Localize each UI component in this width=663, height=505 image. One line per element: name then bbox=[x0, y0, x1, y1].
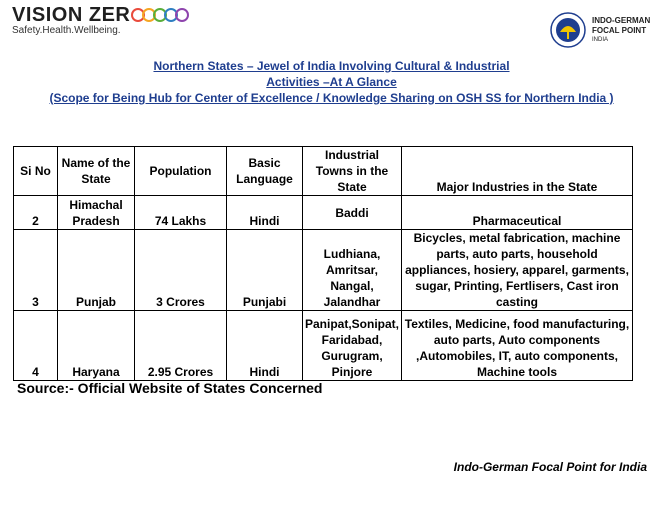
page-heading bbox=[0, 58, 663, 106]
header-language: Basic Language bbox=[227, 147, 303, 196]
table-row bbox=[14, 230, 633, 311]
vision-zero-logo bbox=[12, 4, 189, 36]
states-table bbox=[13, 146, 633, 381]
cell-towns: Ludhiana, Amritsar, Nangal, Jalandhar bbox=[303, 230, 402, 311]
cell-population: 3 Crores bbox=[135, 230, 227, 311]
header-state: Name of the State bbox=[58, 147, 135, 196]
cell-state: Himachal Pradesh bbox=[58, 196, 135, 230]
cell-language: Punjabi bbox=[227, 230, 303, 311]
vision-zero-rings-icon bbox=[131, 8, 189, 22]
cell-sno: 2 bbox=[14, 196, 58, 230]
heading-line2: Activities –At A Glance bbox=[266, 75, 397, 89]
focal-point-line1: INDO-GERMAN bbox=[592, 16, 651, 25]
header-population: Population bbox=[135, 147, 227, 196]
table-header-row bbox=[14, 147, 633, 196]
vision-zero-tagline: Safety.Health.Wellbeing. bbox=[12, 25, 121, 36]
table-row bbox=[14, 196, 633, 230]
heading-line1: Northern States – Jewel of India Involving Cultural & Industrial bbox=[153, 59, 510, 73]
cell-industries: Textiles, Medicine, food manufacturing, auto parts, Auto components ,Automobiles, IT, auto components, Machine tools bbox=[402, 311, 633, 381]
cell-state: Punjab bbox=[58, 230, 135, 311]
cell-population: 2.95 Crores bbox=[135, 311, 227, 381]
source-note: Source:- Official Website of States Concerned bbox=[17, 380, 323, 396]
focal-point-seal-icon bbox=[550, 12, 586, 48]
cell-towns: Panipat,Sonipat, Faridabad, Gurugram, Pinjore bbox=[303, 311, 402, 381]
cell-language: Hindi bbox=[227, 196, 303, 230]
header-sno: Si No bbox=[14, 147, 58, 196]
heading-line3: (Scope for Being Hub for Center of Excellence / Knowledge Sharing on OSH SS for Northern India ) bbox=[49, 91, 614, 105]
header-industries: Major Industries in the State bbox=[402, 147, 633, 196]
cell-population: 74 Lakhs bbox=[135, 196, 227, 230]
cell-language: Hindi bbox=[227, 311, 303, 381]
vision-zero-text: VISION ZER bbox=[12, 4, 131, 26]
cell-sno: 3 bbox=[14, 230, 58, 311]
focal-point-logo bbox=[550, 12, 650, 48]
cell-towns: Baddi bbox=[303, 196, 402, 230]
focal-point-line3: INDIA bbox=[592, 37, 609, 43]
cell-sno: 4 bbox=[14, 311, 58, 381]
focal-point-line2: FOCAL POINT bbox=[592, 26, 647, 35]
cell-industries: Pharmaceutical bbox=[402, 196, 633, 230]
cell-industries: Bicycles, metal fabrication, machine parts, auto parts, household appliances, hosiery, apparel, garments, sugar, Printing, Fertlisers, Cast iron casting bbox=[402, 230, 633, 311]
vision-zero-wordmark bbox=[12, 4, 189, 26]
footer-credit: Indo-German Focal Point for India bbox=[453, 460, 647, 474]
cell-state: Haryana bbox=[58, 311, 135, 381]
header-towns: Industrial Towns in the State bbox=[303, 147, 402, 196]
table-row bbox=[14, 311, 633, 381]
